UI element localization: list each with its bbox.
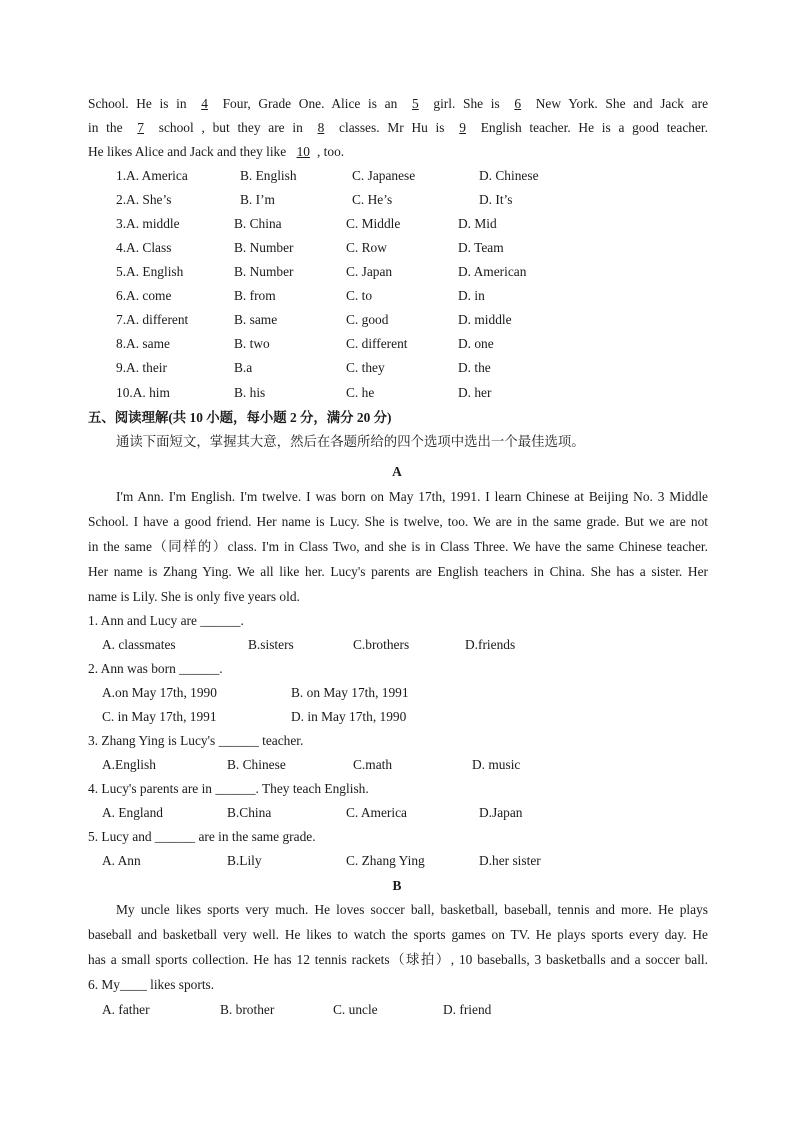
option: 9.A. their <box>116 360 167 375</box>
section-instruction: 通读下面短文，掌握其大意，然后在各题所给的四个选项中选出一个最佳选项。 <box>116 434 585 449</box>
option: B. two <box>234 336 270 351</box>
option: D. the <box>458 360 491 375</box>
option: 4.A. Class <box>116 240 172 255</box>
passage-a-line: I'm Ann. I'm English. I'm twelve. I was born on May 17th, 1991. I learn Chinese at Beijing No. 3 Middle <box>116 489 708 504</box>
option: C. different <box>346 336 408 351</box>
option: C. to <box>346 288 373 303</box>
option: D.Japan <box>479 805 523 820</box>
option: B.sisters <box>248 637 294 652</box>
option: B. Number <box>234 240 294 255</box>
option: D. Chinese <box>479 168 539 183</box>
passage-b-line: baseball and basketball very well. He likes to watch the sports games on TV. He plays sports every day. He <box>88 927 708 942</box>
option: C. uncle <box>333 1002 378 1017</box>
option: C. they <box>346 360 385 375</box>
option: D. music <box>472 757 521 772</box>
passage-a-line: name is Lily. She is only five years old. <box>88 589 300 604</box>
option: 6.A. come <box>116 288 172 303</box>
option: B. I’m <box>240 192 275 207</box>
option: C. he <box>346 385 375 400</box>
option: C. Japanese <box>352 168 416 183</box>
passage-line-2: in the 7 school , but they are in 8 classes. Mr Hu is 9 English teacher. He is a good teacher. <box>88 120 708 135</box>
option: D.her sister <box>479 853 541 868</box>
blank-4: 4 <box>201 96 208 111</box>
option: B. on May 17th, 1991 <box>291 685 409 700</box>
option: D.friends <box>465 637 516 652</box>
option: B. brother <box>220 1002 275 1017</box>
blank-8: 8 <box>317 120 325 135</box>
question-stem: 4. Lucy's parents are in ______. They teach English. <box>88 781 369 796</box>
option: D. her <box>458 385 492 400</box>
question-stem: 5. Lucy and ______ are in the same grade. <box>88 829 316 844</box>
blank-10: 10 <box>296 144 310 159</box>
option: B. same <box>234 312 278 327</box>
option: C. Row <box>346 240 387 255</box>
option: C.brothers <box>353 637 410 652</box>
option: 8.A. same <box>116 336 170 351</box>
option: D. American <box>458 264 527 279</box>
passage-a-line: Her name is Zhang Ying. We all like her. Lucy's parents are English teachers in China. She has a sister. Her <box>88 564 708 579</box>
blank-9: 9 <box>459 120 466 135</box>
option: A. father <box>102 1002 150 1017</box>
option: B.Lily <box>227 853 262 868</box>
question-stem: 2. Ann was born ______. <box>88 661 223 676</box>
blank-5: 5 <box>411 96 419 111</box>
option: A. England <box>102 805 163 820</box>
option: C. good <box>346 312 389 327</box>
passage-line-3: He likes Alice and Jack and they like 10 , too. <box>88 144 345 159</box>
option: A.on May 17th, 1990 <box>102 685 217 700</box>
option: B. English <box>240 168 297 183</box>
section-heading: 五、阅读理解(共 10 小题，每小题 2 分，满分 20 分) <box>88 410 392 425</box>
passage-line-1: School. He is in 4 Four, Grade One. Alice is an 5 girl. She is 6 New York. She and Jack are <box>88 96 709 111</box>
passage-a-label: A <box>392 464 402 479</box>
option: B. Number <box>234 264 294 279</box>
passage-a-line: School. I have a good friend. Her name is Lucy. She is twelve, too. We are in the same grade. But we are not <box>88 514 708 529</box>
question-stem: 6. My____ likes sports. <box>88 977 215 992</box>
option: D. friend <box>443 1002 492 1017</box>
blank-7: 7 <box>137 120 144 135</box>
option: A.English <box>102 757 156 772</box>
option: B.China <box>227 805 272 820</box>
option: 5.A. English <box>116 264 184 279</box>
option: C.math <box>353 757 393 772</box>
passage-b-line: My uncle likes sports very much. He loves soccer ball, basketball, baseball, tennis and more. He plays <box>116 902 708 917</box>
option: 3.A. middle <box>116 216 180 231</box>
option: B. his <box>234 385 266 400</box>
option: 10.A. him <box>116 385 170 400</box>
option: 2.A. She’s <box>116 192 172 207</box>
blank-6: 6 <box>514 96 522 111</box>
option: A. Ann <box>102 853 141 868</box>
option: C. Zhang Ying <box>346 853 425 868</box>
option: D. in May 17th, 1990 <box>291 709 407 724</box>
option: C. in May 17th, 1991 <box>102 709 217 724</box>
option: B.a <box>234 360 253 375</box>
option: 7.A. different <box>116 312 189 327</box>
option: B. from <box>234 288 276 303</box>
option: D. one <box>458 336 494 351</box>
option: C. Japan <box>346 264 393 279</box>
passage-a-line: in the same（同样的）class. I'm in Class Two, and she is in Class Three. We have the same Chinese teacher. <box>88 539 708 554</box>
option: C. Middle <box>346 216 401 231</box>
option: C. He’s <box>352 192 393 207</box>
option: D. middle <box>458 312 512 327</box>
option: C. America <box>346 805 407 820</box>
passage-b-label: B <box>392 878 402 893</box>
option: D. Mid <box>458 216 497 231</box>
option: D. It’s <box>479 192 513 207</box>
option: B. China <box>234 216 282 231</box>
question-stem: 1. Ann and Lucy are ______. <box>88 613 244 628</box>
option: 1.A. America <box>116 168 188 183</box>
option: D. in <box>458 288 485 303</box>
option: B. Chinese <box>227 757 286 772</box>
question-stem: 3. Zhang Ying is Lucy's ______ teacher. <box>88 733 304 748</box>
passage-b-line: has a small sports collection. He has 12 tennis rackets（球拍）, 10 baseballs, 3 basketballs and a soccer ball. <box>88 952 708 967</box>
option: A. classmates <box>102 637 176 652</box>
option: D. Team <box>458 240 504 255</box>
